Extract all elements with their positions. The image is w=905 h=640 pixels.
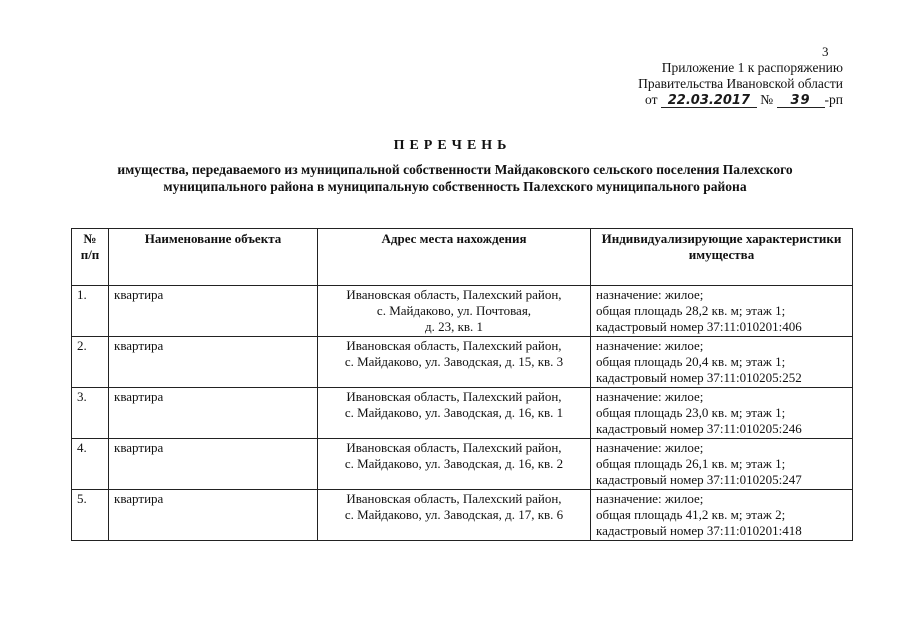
header-text: Адрес места (381, 231, 454, 246)
table-row (72, 490, 853, 541)
cell-address (318, 286, 591, 337)
cell-num: 3. (72, 388, 109, 439)
cell-name: квартира (109, 286, 318, 337)
header-text: п/п (80, 247, 100, 262)
cell-address (318, 490, 591, 541)
characteristic-line: общая площадь 26,1 кв. м; этаж 1; (596, 456, 786, 471)
characteristic-line: назначение: жилое; (596, 389, 704, 404)
characteristic-line: общая площадь 20,4 кв. м; этаж 1; (596, 354, 786, 369)
characteristic-line: кадастровый номер 37:11:010201:406 (596, 319, 802, 334)
header-text: имущества (688, 247, 755, 262)
address-line: Ивановская область, Палехский район, (346, 491, 562, 506)
header-address (318, 229, 591, 286)
characteristic-line: кадастровый номер 37:11:010205:252 (596, 370, 802, 385)
address-line: Ивановская область, Палехский район, (346, 389, 562, 404)
address-line: Ивановская область, Палехский район, (346, 287, 562, 302)
appendix-line-3 (638, 92, 843, 108)
characteristic-line: назначение: жилое; (596, 338, 704, 353)
handwritten-date: 22.03.2017 (661, 94, 757, 108)
number-label: № (760, 92, 774, 107)
subtitle-line-1: имущества, передаваемого из муниципальной собственности Майдаковского сельского поселения Палехского (117, 162, 793, 177)
document-title: ПЕРЕЧЕНЬ (393, 138, 512, 153)
characteristic-line: кадастровый номер 37:11:010205:246 (596, 421, 802, 436)
characteristic-line: кадастровый номер 37:11:010205:247 (596, 472, 802, 487)
appendix-prefix: от (645, 92, 658, 107)
cell-address (318, 439, 591, 490)
characteristic-line: назначение: жилое; (596, 287, 704, 302)
appendix-line-2: Правительства Ивановской области (638, 76, 843, 91)
characteristic-line: общая площадь 23,0 кв. м; этаж 1; (596, 405, 786, 420)
handwritten-number: 39 (777, 94, 825, 108)
cell-num: 1. (72, 286, 109, 337)
cell-address (318, 337, 591, 388)
cell-name: квартира (109, 337, 318, 388)
header-text: № (83, 231, 97, 246)
header-text: характеристики (745, 231, 842, 246)
cell-name: квартира (109, 439, 318, 490)
table-row (72, 286, 853, 337)
cell-name: квартира (109, 490, 318, 541)
header-text: Индивидуализирующие (601, 231, 743, 246)
table-row (72, 439, 853, 490)
table-header-row (72, 229, 853, 286)
number-suffix: -рп (824, 92, 843, 107)
header-text: Наименование (144, 231, 232, 246)
property-table (71, 228, 853, 541)
cell-address (318, 388, 591, 439)
characteristic-line: назначение: жилое; (596, 440, 704, 455)
document-subtitle (60, 161, 850, 195)
subtitle-line-2: муниципального района в муниципальную собственность Палехского муниципального района (163, 179, 747, 194)
address-line: Ивановская область, Палехский район, (346, 440, 562, 455)
cell-characteristics (591, 286, 853, 337)
address-line: д. 23, кв. 1 (424, 319, 484, 334)
cell-characteristics (591, 388, 853, 439)
cell-num: 2. (72, 337, 109, 388)
cell-name: квартира (109, 388, 318, 439)
cell-characteristics (591, 490, 853, 541)
address-line: с. Майдаково, ул. Заводская, д. 17, кв. 6 (344, 507, 564, 522)
address-line: Ивановская область, Палехский район, (346, 338, 562, 353)
address-line: с. Майдаково, ул. Заводская, д. 16, кв. 2 (344, 456, 564, 471)
appendix-line-1: Приложение 1 к распоряжению (661, 60, 843, 75)
table-row (72, 388, 853, 439)
table-row (72, 337, 853, 388)
header-name (109, 229, 318, 286)
header-characteristics (591, 229, 853, 286)
characteristic-line: общая площадь 28,2 кв. м; этаж 1; (596, 303, 786, 318)
page-number: 3 (822, 44, 829, 59)
cell-num: 5. (72, 490, 109, 541)
characteristic-line: назначение: жилое; (596, 491, 704, 506)
address-line: с. Майдаково, ул. Заводская, д. 16, кв. 1 (344, 405, 564, 420)
address-line: с. Майдаково, ул. Почтовая, (376, 303, 532, 318)
cell-num: 4. (72, 439, 109, 490)
appendix-block (638, 60, 843, 108)
characteristic-line: общая площадь 41,2 кв. м; этаж 2; (596, 507, 786, 522)
header-text: нахождения (456, 231, 527, 246)
cell-characteristics (591, 439, 853, 490)
header-text: объекта (234, 231, 282, 246)
address-line: с. Майдаково, ул. Заводская, д. 15, кв. 3 (344, 354, 564, 369)
header-num (72, 229, 109, 286)
characteristic-line: кадастровый номер 37:11:010201:418 (596, 523, 802, 538)
cell-characteristics (591, 337, 853, 388)
